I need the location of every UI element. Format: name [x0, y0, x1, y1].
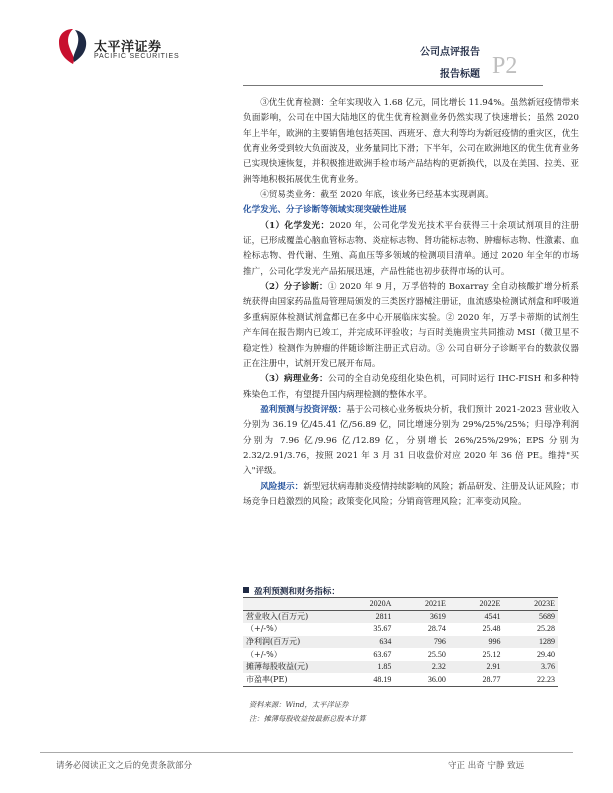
forecast-label: 盈利预测与投资评级：	[260, 404, 347, 415]
paragraph-pathology	[243, 372, 579, 403]
paragraph-prenatal-testing: ③优生优育检测：全年实现收入 1.68 亿元，同比增长 11.94%。虽然新冠疫情带来负面影响，公司在中国大陆地区的优生优育检测业务仍然实现了快速增长；虽然 2020 年上半年，欧洲的主要销售地包括英国、西班牙、意大利等均为新冠疫情的重灾区，优生优育业务受到较大负面波及，业务量同比下滑；下半年，公司在欧洲地区的优生优育业务已实现快速恢复，并积极推进欧洲手检市场产品结构的更新换代，以及在美国、拉美、亚洲等地积极拓展优生优育业务。	[243, 98, 579, 185]
table-cell: 3.76	[503, 661, 558, 674]
footer-motto: 守正 出奇 宁静 致远	[448, 761, 525, 771]
table-cell: 2.32	[394, 661, 449, 674]
table-header-row	[243, 598, 558, 611]
table-cell: 2811	[338, 611, 394, 624]
table-cell: 36.00	[394, 673, 449, 686]
table-row	[243, 673, 558, 686]
paragraph-trade-business: ④贸易类业务：截至 2020 年底，该业务已经基本实现剥离。	[260, 190, 494, 201]
footer-disclaimer: 请务必阅读正文之后的免责条款部分	[56, 761, 193, 771]
table-title-text: 盈利预测和财务指标：	[254, 587, 340, 597]
paragraph-molecular-diagnosis	[243, 280, 579, 372]
company-logo	[56, 26, 206, 70]
pathology-label: （3）病理业务：	[260, 374, 328, 385]
table-row	[243, 611, 558, 624]
table-cell: 48.19	[338, 673, 394, 686]
table-header-cell: 2021E	[394, 598, 449, 611]
table-header-cell: 2020A	[338, 598, 394, 611]
report-title: 报告标题	[440, 69, 480, 80]
pathology-text: 公司的全自动免疫组化染色机，可同时运行 IHC-FISH 和多种特殊染色工作，有望提升国内病理检测的整体水平。	[243, 374, 579, 400]
table-row	[243, 648, 558, 661]
footer-divider	[40, 752, 573, 753]
molecular-text: ① 2020 年 9 月，万孚倍特的 Boxarray 全自动核酸扩增分析系统获得由国家药品监局管理局颁发的三类医疗器械注册证，血流感染检测试剂盒和呼吸道多重病原体检测试剂盒都已在多中心开展临床实验。② 2020 年，万孚卡蒂斯的试剂生产车间在报告期内已竣工，并完成环评验收；与百时美施贵宝共同推动 MSI（微卫星不稳定性）检测作为肿瘤的伴随诊断注册正式启动。③ 公司自研分子诊断平台的数款仪器正在注册中，试剂开发已展开布局。	[243, 282, 579, 369]
square-bullet-icon	[243, 587, 249, 593]
table-cell: 28.74	[427, 624, 446, 634]
molecular-label: （2）分子诊断：	[260, 282, 328, 293]
table-cell: 25.48	[482, 624, 501, 634]
table-cell: 796	[394, 636, 449, 649]
paragraph-risk	[243, 480, 579, 511]
table-row	[243, 623, 558, 636]
table-cell: 1.85	[338, 661, 394, 674]
table-cell: 25.28	[537, 624, 555, 634]
table-row	[243, 636, 558, 649]
row-label: 市盈率(PE)	[243, 673, 338, 686]
main-text	[243, 96, 579, 510]
table-cell: 35.67	[373, 624, 392, 634]
row-label: 净利润(百万元)	[243, 636, 338, 649]
row-label: （+/-%）	[246, 624, 282, 634]
logo-english-name: PACIFIC SECURITIES	[94, 53, 180, 60]
report-type: 公司点评报告	[420, 47, 480, 58]
row-label: 摊薄每股收益(元)	[243, 661, 338, 674]
chemiluminescence-text: 2020 年，公司化学发光技术平台获得三十余项试剂项目的注册证，已形成覆盖心脑血管标志物、炎症标志物、肾功能标志物、肿瘤标志物、性激素、血栓标志物、骨代谢、生殖、高血压等多领域的检测项目清单。通过 2020 年全年的市场推广，公司化学发光产品拓展迅速，产品性能也初步获得市场的认可。	[243, 220, 579, 277]
header-divider	[243, 85, 543, 86]
risk-label: 风险提示：	[260, 481, 304, 492]
table-cell: 25.12	[482, 649, 501, 659]
table-cell: 2.91	[449, 661, 504, 674]
financial-table	[243, 597, 558, 687]
table-cell: 28.77	[449, 673, 504, 686]
table-row	[243, 661, 558, 674]
section-heading: 化学发光、分子诊断等领域实现突破性进展	[243, 205, 407, 216]
logo-chinese-name: 太平洋证券	[94, 40, 162, 55]
table-cell: 5689	[503, 611, 558, 624]
pacific-logo-icon	[56, 26, 90, 66]
table-header-cell: 2022E	[449, 598, 504, 611]
table-cell: 63.67	[373, 649, 392, 659]
table-header-cell	[243, 598, 338, 611]
table-cell: 634	[338, 636, 394, 649]
table-header-cell: 2023E	[503, 598, 558, 611]
table-cell: 1289	[503, 636, 558, 649]
row-label: 营业收入(百万元)	[243, 611, 338, 624]
table-cell: 996	[449, 636, 504, 649]
page-header	[0, 0, 613, 90]
paragraph-chemiluminescence	[243, 219, 579, 280]
table-source: 资料来源：Wind，太平洋证券	[249, 700, 349, 709]
page-number: P2	[492, 53, 518, 79]
chemiluminescence-label: （1）化学发光：	[260, 220, 330, 231]
forecast-text: 基于公司核心业务板块分析，我们预计 2021-2023 营业收入分别为 36.19 亿/45.41 亿/56.89 亿，同比增速分别为 29%/25%/25%；归母净利润分别为 7.96 亿/9.96 亿/12.89 亿，分别增长 26%/25%/29%；EPS 分别为 2.32/2.91/3.76，按照 2021 年 3 月 31 日收盘价对应 2020 年 36 倍 PE。维持"买入"评级。	[243, 404, 579, 477]
table-footnote: 注：摊薄每股收益按最新总股本计算	[249, 714, 366, 723]
table-title	[243, 585, 340, 597]
table-cell: 25.50	[427, 649, 446, 659]
table-cell: 3619	[394, 611, 449, 624]
table-cell: 4541	[449, 611, 504, 624]
table-cell: 22.23	[503, 673, 558, 686]
row-label: （+/-%）	[246, 649, 282, 659]
paragraph-forecast-rating	[243, 403, 579, 480]
table-cell: 29.40	[537, 649, 555, 659]
risk-text: 新型冠状病毒肺炎疫情持续影响的风险；新品研发、注册及认证风险；市场竞争日趋激烈的风险；政策变化风险；分销商管理风险；汇率变动风险。	[243, 481, 579, 507]
